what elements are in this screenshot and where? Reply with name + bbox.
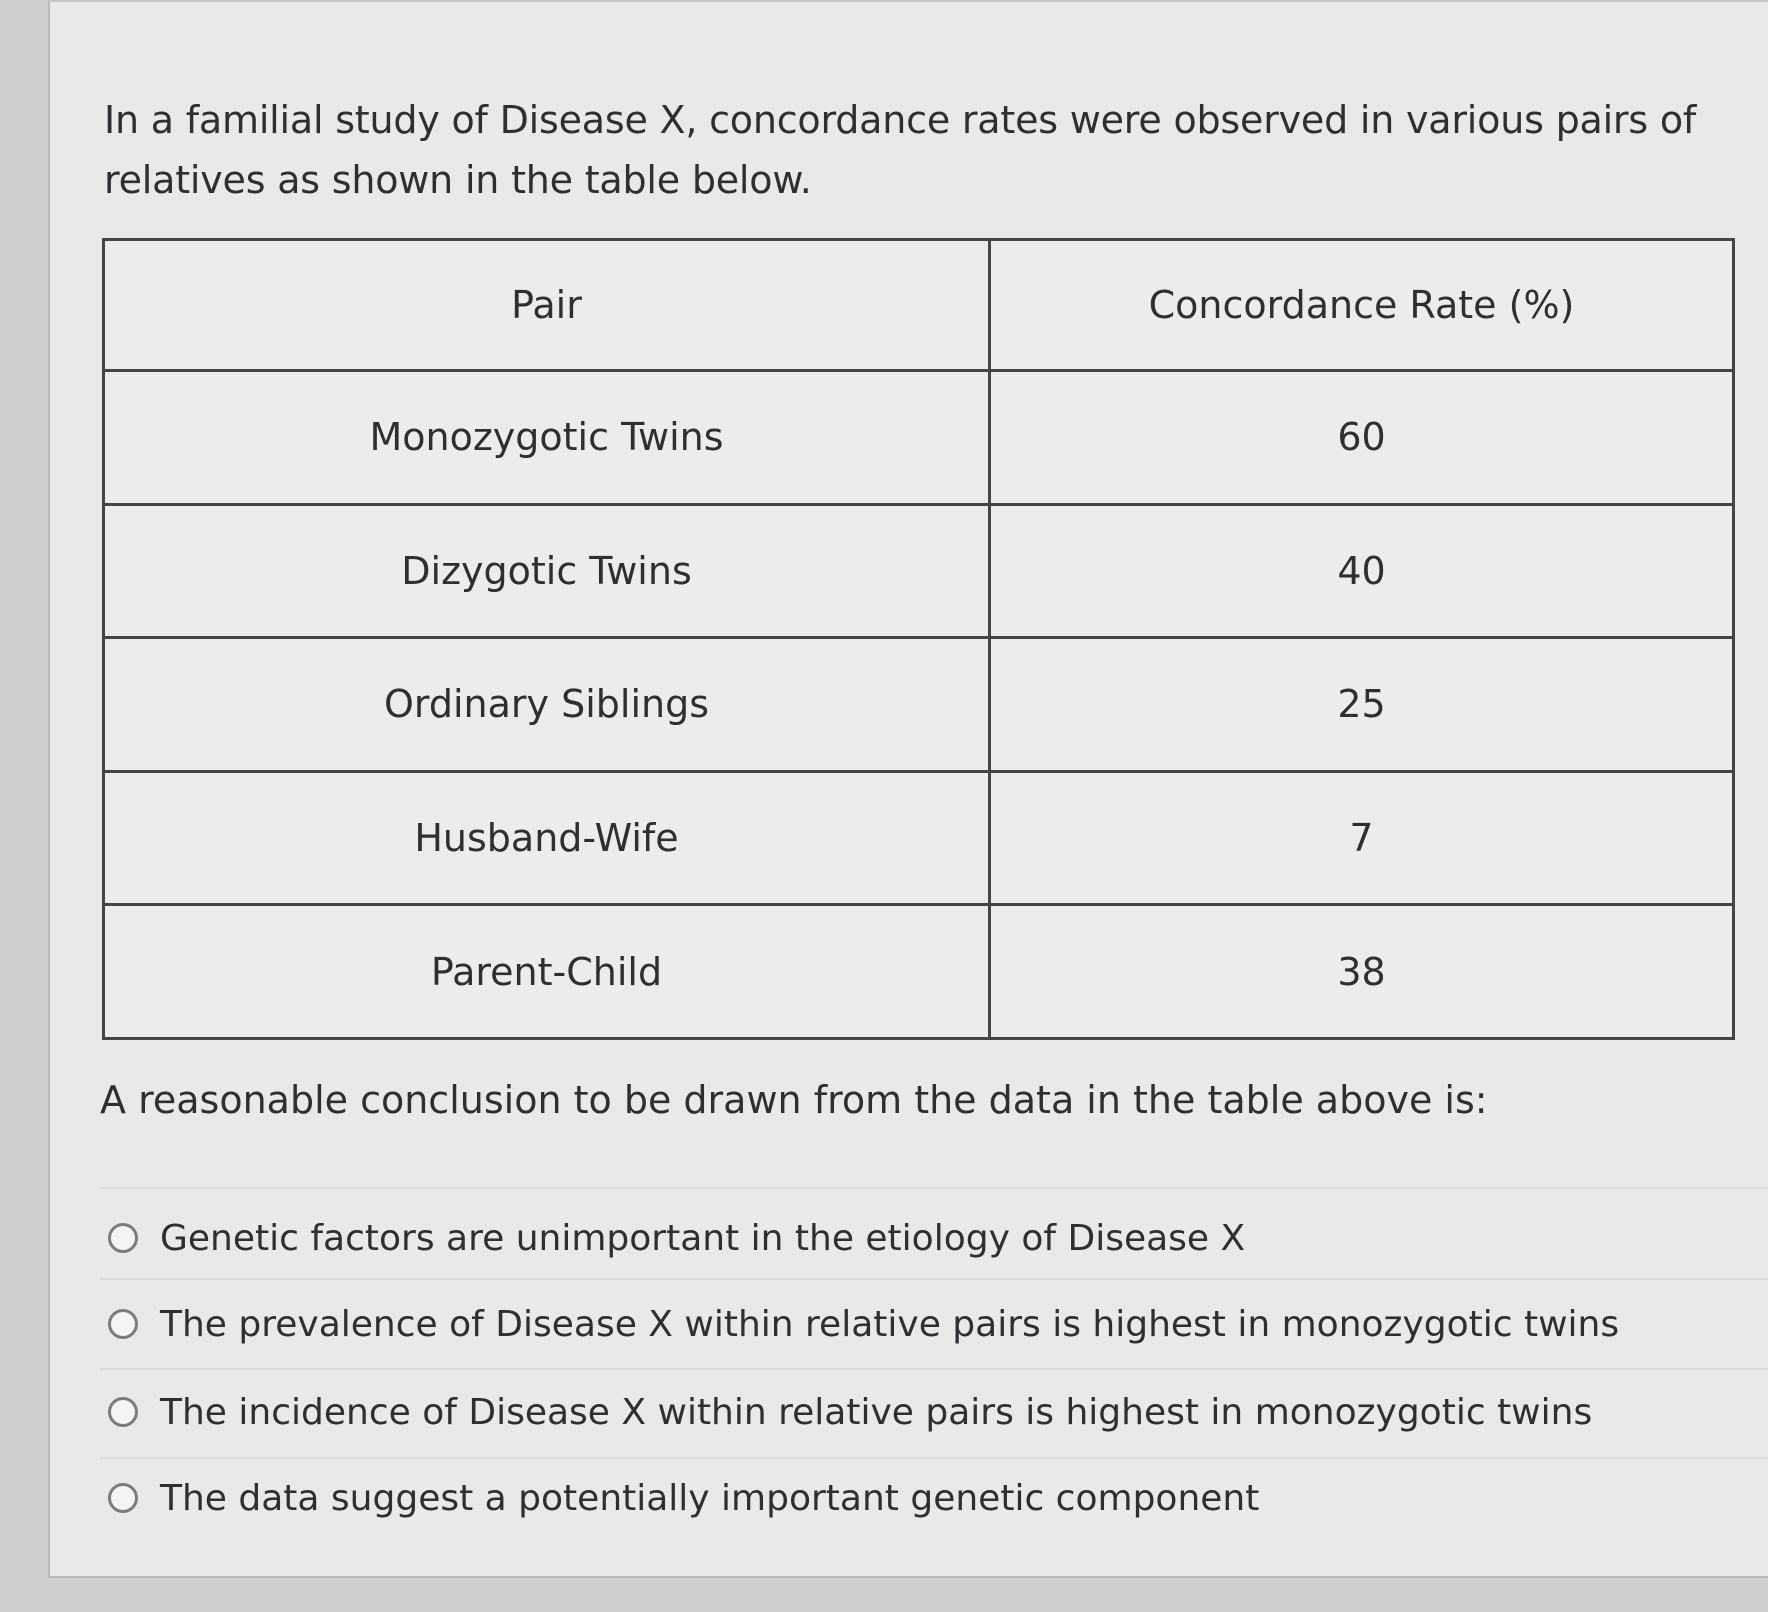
conclusion-prompt: A reasonable conclusion to be drawn from the data in the table above is: <box>100 1078 1488 1122</box>
pair-cell: Ordinary Siblings <box>104 638 990 772</box>
table-row <box>104 504 1734 638</box>
answer-option-3[interactable] <box>108 1382 1592 1442</box>
divider <box>100 1368 1768 1370</box>
table-row <box>104 771 1734 905</box>
option-label: The data suggest a potentially important genetic component <box>160 1477 1260 1519</box>
answer-option-4[interactable] <box>108 1468 1259 1528</box>
table-header-row <box>104 240 1734 371</box>
pair-cell: Monozygotic Twins <box>104 371 990 505</box>
answer-option-1[interactable] <box>108 1208 1245 1268</box>
pair-cell: Dizygotic Twins <box>104 504 990 638</box>
divider <box>100 1187 1768 1189</box>
option-label: The prevalence of Disease X within relative pairs is highest in monozygotic twins <box>160 1303 1620 1345</box>
rate-cell: 40 <box>990 504 1734 638</box>
pair-cell: Parent-Child <box>104 905 990 1039</box>
radio-button-icon[interactable] <box>108 1309 138 1339</box>
divider <box>100 1278 1768 1280</box>
radio-button-icon[interactable] <box>108 1223 138 1253</box>
table-row <box>104 638 1734 772</box>
option-label: Genetic factors are unimportant in the etiology of Disease X <box>160 1217 1246 1259</box>
answer-option-2[interactable] <box>108 1294 1619 1354</box>
rate-cell: 7 <box>990 771 1734 905</box>
rate-cell: 25 <box>990 638 1734 772</box>
header-pair: Pair <box>104 240 990 371</box>
radio-button-icon[interactable] <box>108 1483 138 1513</box>
concordance-table <box>102 238 1735 1040</box>
option-label: The incidence of Disease X within relative pairs is highest in monozygotic twins <box>160 1391 1593 1433</box>
pair-cell: Husband-Wife <box>104 771 990 905</box>
divider <box>100 1457 1768 1459</box>
table-row <box>104 371 1734 505</box>
header-concordance-rate: Concordance Rate (%) <box>990 240 1734 371</box>
rate-cell: 38 <box>990 905 1734 1039</box>
rate-cell: 60 <box>990 371 1734 505</box>
table-row <box>104 905 1734 1039</box>
question-card <box>48 0 1768 1578</box>
radio-button-icon[interactable] <box>108 1397 138 1427</box>
question-text: In a familial study of Disease X, concordance rates were observed in various pairs of relatives as shown in the table below. <box>104 98 1697 202</box>
